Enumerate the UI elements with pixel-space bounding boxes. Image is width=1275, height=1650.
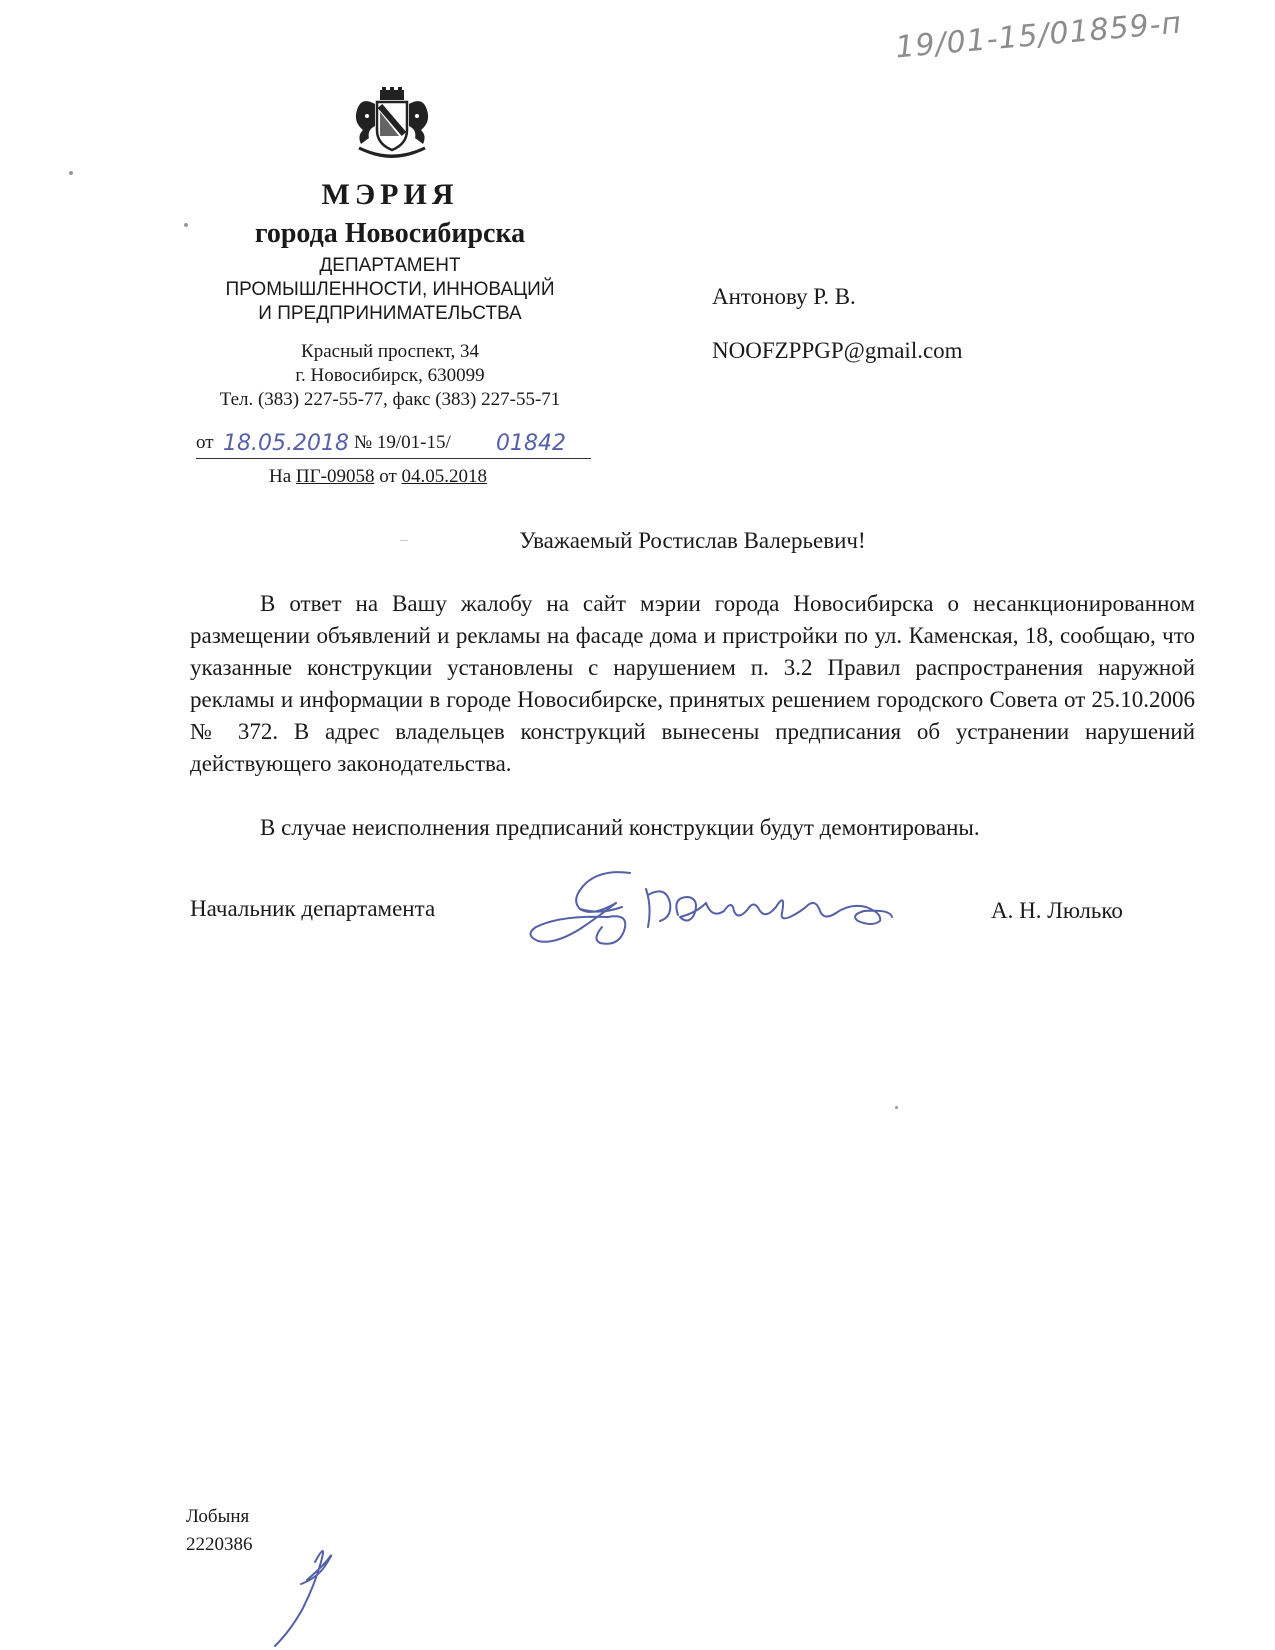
body-paragraph: В ответ на Вашу жалобу на сайт мэрии города Новосибирска о несанкционированном размещении объявлений и рекламы на фасаде дома и пристройки по ул. Каменская, 18, сообщаю, что указанные конструкции установлены с нарушением п. 3.2 Правил распространения наружной рекламы и информации в городе Новосибирске, принятых решением городского Совета от 25.10.2006 № 372. В адрес владельцев конструкций вынесены предписания об устранении нарушений действующего законодательства. — [190, 591, 1195, 776]
reply-reference — [269, 466, 487, 488]
executor-initial-mark — [245, 1500, 365, 1650]
reference-date: 18.05.2018 — [223, 431, 349, 456]
signatory-name: А. Н. Люлько — [991, 898, 1123, 923]
reference-number-prefix: № 19/01-15/ — [354, 432, 451, 453]
reference-number: 01842 — [496, 431, 566, 456]
scan-speck — [69, 171, 73, 175]
outgoing-reference-line — [196, 428, 591, 459]
executor-phone: 2220386 — [186, 1534, 253, 1555]
scan-speck — [184, 223, 188, 227]
scan-speck — [895, 1106, 898, 1109]
letterhead-department-line: И ПРЕДПРИНИМАТЕЛЬСТВА — [258, 303, 522, 324]
body-paragraph: В случае неисполнения предписаний конструкции будут демонтированы. — [260, 815, 980, 840]
reply-ot-label: от — [379, 466, 397, 487]
letterhead-city: города Новосибирска — [254, 218, 526, 249]
novosibirsk-coat-of-arms-icon — [347, 86, 437, 166]
reply-date: 04.05.2018 — [401, 466, 488, 487]
letterhead-contact-line: Тел. (383) 227-55-77, факс (383) 227-55-71 — [219, 389, 561, 410]
reply-na-label: На — [269, 466, 292, 487]
signatory-title: Начальник департамента — [190, 896, 436, 921]
scan-speck — [400, 540, 408, 541]
letterhead-address-line: г. Новосибирск, 630099 — [295, 365, 485, 386]
addressee-email: NOOFZPPGP@gmail.com — [712, 338, 963, 363]
registration-stamp: 19/01-15/01859-п — [894, 5, 1184, 66]
greeting: Уважаемый Ростислав Валерьевич! — [519, 528, 866, 553]
letterhead-address-line: Красный проспект, 34 — [301, 341, 479, 362]
reply-ref-number: ПГ-09058 — [295, 466, 375, 487]
handwritten-signature — [520, 855, 940, 955]
letterhead-department-line: ПРОМЫШЛЕННОСТИ, ИННОВАЦИЙ — [225, 279, 555, 300]
letterhead-mayor: МЭРИЯ — [321, 178, 459, 211]
reference-ot-label: от — [196, 432, 214, 453]
letterhead-department-line: ДЕПАРТАМЕНТ — [319, 255, 461, 276]
addressee-name: Антонову Р. В. — [712, 284, 856, 309]
executor-name: Лобыня — [186, 1506, 250, 1527]
